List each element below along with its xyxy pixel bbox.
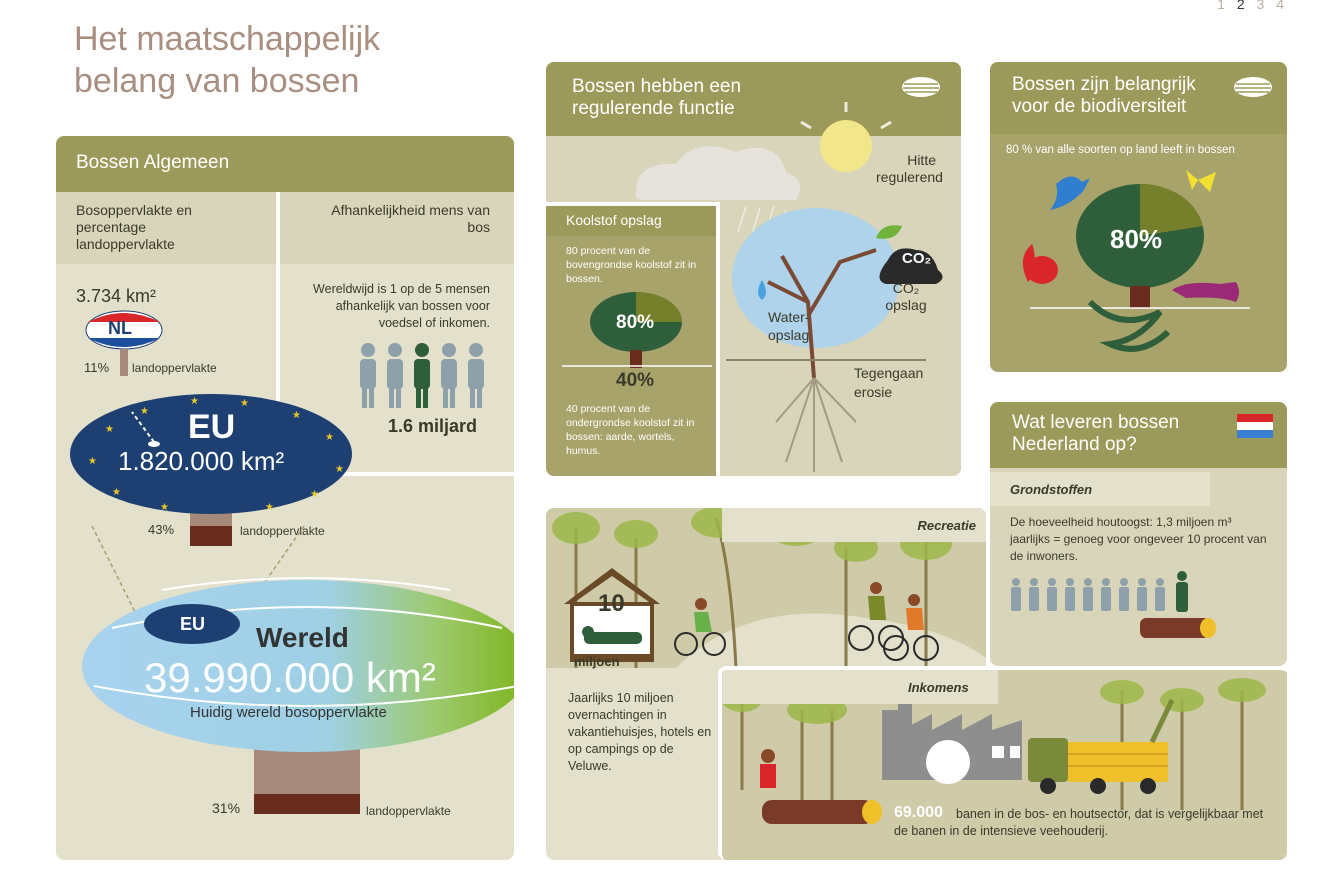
koolstof-pct1: 80%	[616, 312, 655, 333]
svg-text:★: ★	[325, 432, 334, 443]
recreatie-title-tab	[722, 508, 986, 542]
bio-header-line1: Bossen zijn belangrijk	[1012, 74, 1196, 95]
svg-text:★: ★	[105, 424, 114, 435]
eu-area: 1.820.000 km²	[118, 446, 285, 476]
bio-pct: 80%	[1110, 224, 1163, 254]
grondstoffen-text: De hoeveelheid houtoogst: 1,3 miljoen m³ jaarlijks = genoeg voor ongeveer 10 procent van de inwoners.	[1010, 515, 1267, 563]
nl-pct: 11%	[84, 360, 110, 375]
page-3[interactable]: 3	[1256, 0, 1269, 12]
eu-small-label: EU	[180, 614, 206, 634]
page-4[interactable]: 4	[1276, 0, 1288, 12]
world-caption: Huidig wereld bosoppervlakte	[190, 704, 387, 721]
world-label: Wereld	[256, 622, 349, 653]
title-line2: belang van bossen	[74, 62, 360, 100]
recreatie-count: 10	[598, 590, 625, 617]
nl-header	[990, 402, 1287, 468]
svg-text:★: ★	[265, 502, 274, 513]
nl-header-line2: Nederland op?	[1012, 434, 1137, 455]
koolstof-header	[546, 206, 716, 236]
svg-text:★: ★	[292, 410, 301, 421]
regulerend-panel	[546, 62, 961, 476]
erosie-line1: Tegengaan	[854, 365, 924, 381]
col1-title: Bosoppervlakte en percentage landoppervlakte	[76, 202, 192, 252]
col2-title: Afhankelijkheid mens van bos	[331, 202, 490, 235]
svg-text:★: ★	[140, 406, 149, 417]
co2-line2: opslag	[885, 297, 927, 313]
inkomens-text: banen in de bos- en houtsector, dat is vergelijkbaar met de banen in de intensieve veehouderij.	[894, 807, 1264, 838]
col1-title-box	[56, 192, 276, 264]
co2-label	[876, 280, 936, 314]
algemeen-panel	[56, 136, 514, 860]
page-2[interactable]: 2	[1236, 0, 1249, 12]
eu-pct: 43%	[148, 522, 175, 537]
people-icon-group	[356, 342, 490, 410]
inkomens-panel	[718, 666, 1287, 860]
regulerend-header-line1: Bossen hebben een	[572, 76, 742, 97]
dutch-flag-icon	[1237, 414, 1273, 438]
grondstoffen-illustration	[1010, 568, 1230, 644]
globe-icon	[1233, 76, 1273, 98]
grondstoffen-tab	[990, 472, 1210, 506]
dependency-text: Wereldwijd is 1 op de 5 mensen afhankelijk van bossen voor voedsel of inkomen.	[313, 282, 490, 330]
regulerend-header-line2: regulerende functie	[572, 98, 735, 119]
recreatie-title: Recreatie	[917, 518, 976, 533]
inkomens-title-tab	[722, 670, 998, 704]
inkomens-title: Inkomens	[908, 680, 969, 695]
nl-label: NL	[108, 318, 132, 338]
koolstof-pct2: 40%	[616, 370, 655, 391]
bio-illustration	[990, 162, 1287, 362]
koolstof-text2: 40 procent van de ondergrondse koolstof zit in bossen: aarde, wortels, humus.	[566, 403, 695, 457]
page-1[interactable]: 1	[1217, 0, 1229, 12]
recreatie-unit: miljoen	[574, 654, 620, 669]
pagination	[1217, 0, 1288, 12]
world-area: 39.990.000 km²	[144, 654, 436, 701]
svg-text:★: ★	[88, 456, 97, 467]
co2-line1: CO₂	[892, 280, 920, 296]
world-land-label: landoppervlakte	[366, 804, 451, 818]
algemeen-header-text: Bossen Algemeen	[76, 152, 230, 173]
title-line1: Het maatschappelijk	[74, 20, 381, 58]
erosie-label	[854, 364, 923, 402]
hitte-line1: Hitte	[907, 152, 936, 168]
dependency-value: 1.6 miljard	[388, 416, 478, 436]
page-title	[74, 18, 380, 102]
algemeen-header	[56, 136, 514, 192]
koolstof-header-text: Koolstof opslag	[566, 212, 662, 228]
erosie-line2: erosie	[854, 384, 893, 400]
svg-text:★: ★	[335, 464, 344, 475]
nl-area: 3.734 km²	[76, 286, 157, 306]
world-pct: 31%	[212, 800, 241, 816]
inkomens-jobs: 69.000	[894, 804, 943, 821]
nl-header-line1: Wat leveren bossen	[1012, 412, 1180, 433]
koolstof-panel	[546, 202, 720, 476]
svg-text:★: ★	[160, 502, 169, 513]
bio-text: 80 % van alle soorten op land leeft in bossen	[1006, 144, 1235, 156]
hitte-label	[876, 152, 943, 186]
water-label	[768, 308, 809, 344]
bio-header	[990, 62, 1287, 134]
water-line1: Water-	[768, 309, 810, 325]
svg-text:★: ★	[240, 398, 249, 409]
co2-badge: CO₂	[902, 250, 932, 267]
eu-label: EU	[188, 408, 236, 446]
grondstoffen-title: Grondstoffen	[1010, 482, 1093, 497]
water-line2: opslag	[768, 327, 810, 343]
svg-text:★: ★	[112, 487, 121, 498]
koolstof-text1: 80 procent van de bovengrondse koolstof zit in bossen.	[566, 245, 697, 285]
globe-icon	[901, 76, 941, 98]
bio-header-line2: voor de biodiversiteit	[1012, 96, 1187, 117]
col2-title-box	[280, 192, 514, 264]
recreatie-text: Jaarlijks 10 miljoen overnachtingen in vakantiehuisjes, hotels en op campings op de Veluwe.	[568, 691, 712, 773]
nederland-panel	[990, 402, 1287, 666]
hitte-line2: regulerend	[876, 169, 943, 185]
eu-land-label: landoppervlakte	[240, 524, 325, 538]
nl-land-label: landoppervlakte	[132, 361, 217, 375]
svg-text:★: ★	[190, 396, 199, 407]
svg-text:★: ★	[310, 489, 319, 500]
biodiversiteit-panel	[990, 62, 1287, 372]
